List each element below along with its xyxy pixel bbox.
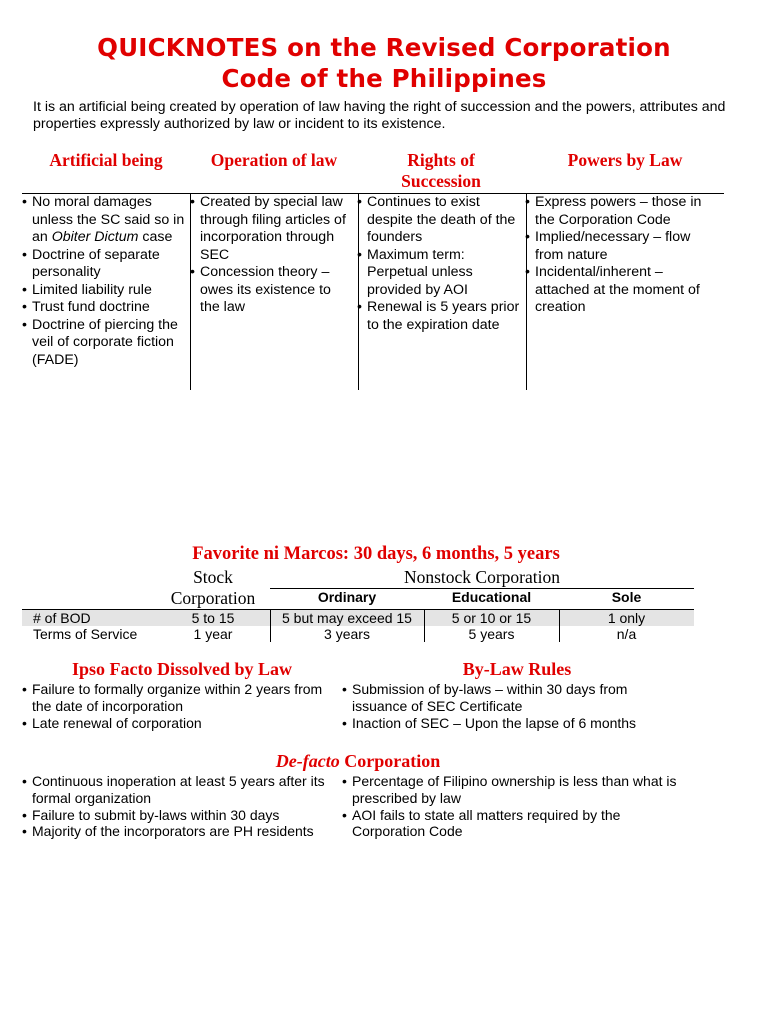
list-item: • Limited liability rule [22, 282, 186, 300]
page-title [0, 32, 768, 94]
artificial-being-list [22, 194, 186, 369]
bod-ordinary: 5 but may exceed 15 [282, 610, 412, 626]
ipso-facto-list [22, 681, 340, 731]
defacto-title [0, 751, 716, 772]
list-item: • No moral damages unless the SC said so in an Obiter Dictum case [22, 194, 186, 247]
list-item: • Implied/necessary – flow from nature [525, 229, 721, 264]
sub-header-sole: Sole [611, 589, 642, 605]
sub-header-ordinary: Ordinary [317, 589, 377, 605]
col-header-operation-of-law: Operation of law [210, 150, 338, 170]
page-title-line-1: QUICKNOTES on the Revised Corporation [97, 33, 671, 62]
defacto-right-list [342, 773, 682, 840]
marcos-table-title: Favorite ni Marcos: 30 days, 6 months, 5 years [192, 544, 560, 564]
list-item: • Failure to submit by-laws within 30 days [22, 807, 336, 824]
list-item: • Doctrine of piercing the veil of corporate fiction (FADE) [22, 317, 186, 370]
defacto-left-list [22, 773, 336, 840]
list-item: • Submission of by-laws – within 30 days from issuance of SEC Certificate [342, 681, 662, 715]
sub-header-educational: Educational [451, 589, 532, 605]
rights-of-succession-list [357, 194, 523, 334]
defacto-title-italic: De-facto [275, 751, 340, 771]
bod-sole: 1 only [607, 610, 646, 626]
list-item: • Failure to formally organize within 2 years from the date of incorporation [22, 681, 340, 715]
terms-ordinary: 3 years [324, 626, 370, 642]
list-item: • Continues to exist despite the death of the founders [357, 194, 523, 247]
powers-by-law-list [525, 194, 721, 317]
list-item: • Majority of the incorporators are PH residents [22, 823, 336, 840]
list-item: • Doctrine of separate personality [22, 247, 186, 282]
row-label-terms: Terms of Service [33, 626, 138, 642]
stock-header-line-1: Stock [193, 567, 233, 587]
list-item: • Express powers – those in the Corporation Code [525, 194, 721, 229]
list-item: • Created by special law through filing articles of incorporation through SEC [190, 194, 354, 264]
list-item: • Inaction of SEC – Upon the lapse of 6 months [342, 715, 662, 732]
col-header-rights-of-succession: Rights of Succession [401, 150, 481, 191]
list-item: • Late renewal of corporation [22, 715, 340, 732]
page-title-line-2: Code of the Philippines [221, 64, 547, 93]
defacto-title-rest: Corporation [339, 751, 441, 771]
bylaw-rules-title: By-Law Rules [462, 659, 572, 679]
terms-stock: 1 year [193, 626, 233, 642]
nonstock-header: Nonstock Corporation [403, 567, 561, 587]
list-item: • Concession theory – owes its existence to the law [190, 264, 354, 317]
ipso-facto-title: Ipso Facto Dissolved by Law [71, 659, 293, 679]
list-item: • Trust fund doctrine [22, 299, 186, 317]
bylaw-rules-list [342, 681, 662, 731]
col-header-artificial-being: Artificial being [49, 150, 163, 170]
list-item: • Maximum term: Perpetual unless provided by AOI [357, 247, 523, 300]
terms-educational: 5 years [468, 626, 515, 642]
list-item: • Percentage of Filipino ownership is less than what is prescribed by law [342, 773, 682, 807]
terms-sole: n/a [616, 626, 637, 642]
list-item: • Continuous inoperation at least 5 years after its formal organization [22, 773, 336, 807]
row-label-bod: # of BOD [33, 610, 91, 626]
operation-of-law-list [190, 194, 354, 317]
list-item: • AOI fails to state all matters required by the Corporation Code [342, 807, 682, 841]
bod-stock: 5 to 15 [191, 610, 235, 626]
list-item: • Renewal is 5 years prior to the expiration date [357, 299, 523, 334]
list-item: • Incidental/inherent – attached at the moment of creation [525, 264, 721, 317]
stock-header-line-2: Corporation [170, 588, 256, 608]
bod-educational: 5 or 10 or 15 [451, 610, 532, 626]
col-header-powers-by-law: Powers by Law [567, 150, 683, 170]
intro-definition: It is an artificial being created by operation of law having the right of succession and the powers, attributes and properties expressly authorized by law or incident to its existence. [33, 99, 726, 132]
